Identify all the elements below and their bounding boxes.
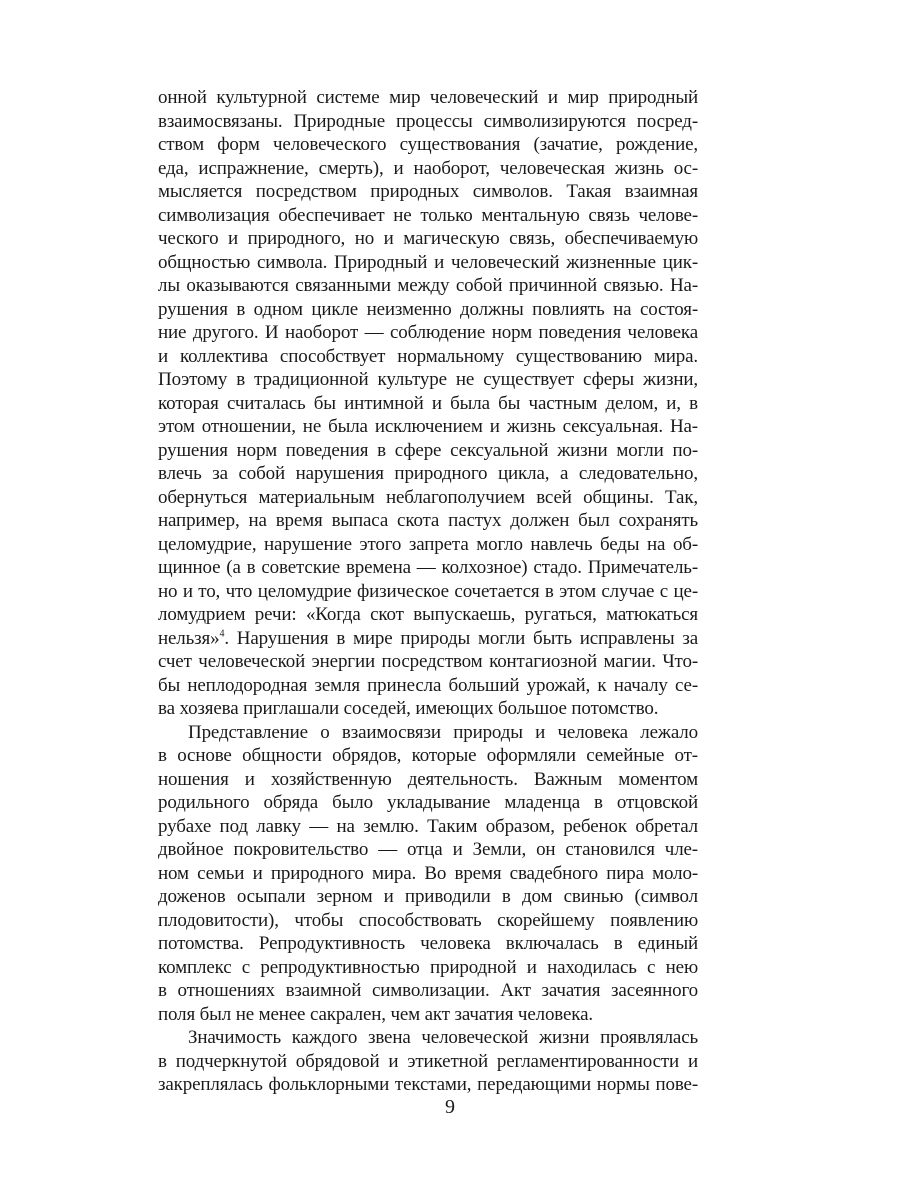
- text-line: взаимосвязаны. Природные процессы символизируются посред-: [158, 110, 698, 132]
- text-line: ношения и хозяйственную деятельность. Важным моментом: [158, 768, 698, 790]
- text-line: и коллектива способствует нормальному существованию мира.: [158, 345, 698, 367]
- text-line: бы неплодородная земля принесла больший урожай, к началу се-: [158, 674, 698, 696]
- text-line: ва хозяева приглашали соседей, имеющих большое потомство.: [158, 698, 659, 719]
- text-line: еда, испражнение, смерть), и наоборот, человеческая жизнь ос-: [158, 157, 698, 179]
- text-line: родильного обряда было укладывание младенца в отцовской: [158, 792, 698, 813]
- text-line: Поэтому в традиционной культуре не существует сферы жизни,: [158, 369, 698, 390]
- page-number: 9: [445, 1096, 455, 1118]
- paragraph-1: [158, 86, 698, 721]
- text-line: потомства. Репродуктивность человека включалась в единый: [158, 933, 698, 954]
- text-line: счет человеческой энергии посредством контагиозной магии. Что-: [158, 651, 698, 672]
- text-line: в отношениях взаимной символизации. Акт зачатия засеянного: [158, 980, 698, 1001]
- text-line: обернуться материальным неблагополучием всей общины. Так,: [158, 486, 698, 508]
- paragraph-3: [158, 1026, 698, 1097]
- footnote-lead-text: нельзя»: [158, 627, 220, 649]
- text-line: ние другого. И наоборот — соблюдение норм поведения человека: [158, 322, 698, 343]
- text-line: лы оказываются связанными между собой причинной связью. На-: [158, 275, 698, 296]
- text-line: целомудрие, нарушение этого запрета могло навлечь беды на об-: [158, 533, 698, 555]
- text-line: ном семьи и природного мира. Во время свадебного пира моло-: [158, 862, 698, 884]
- text-line: но и то, что целомудрие физическое сочетается в этом случае с це-: [158, 580, 698, 602]
- text-line-with-footnote: [158, 627, 698, 651]
- text-line: ческого и природного, но и магическую связь, обеспечиваемую: [158, 228, 698, 249]
- text-line: поля был не менее сакрален, чем акт зачатия человека.: [158, 1003, 593, 1025]
- text-line: закреплялась фольклорными текстами, передающими нормы пове-: [158, 1074, 698, 1095]
- text-line: рубахе под лавку — на землю. Таким образом, ребенок обретал: [158, 815, 698, 837]
- text-line: которая считалась бы интимной и была бы частным делом, и, в: [158, 392, 698, 414]
- text-line: Значимость каждого звена человеческой жизни проявлялась: [188, 1027, 698, 1048]
- footnote-trail-text: . Нарушения в мире природы могли быть исправлены за: [224, 627, 698, 649]
- text-line: доженов осыпали зерном и приводили в дом свинью (символ: [158, 886, 698, 907]
- text-line: в основе общности обрядов, которые оформляли семейные от-: [158, 745, 698, 766]
- paragraph-2: [158, 721, 698, 1027]
- text-line: комплекс с репродуктивностью природной и находилась с нею: [158, 956, 698, 978]
- text-line: онной культурной системе мир человеческий и мир природный: [158, 87, 698, 108]
- text-line: общностью символа. Природный и человеческий жизненные цик-: [158, 251, 698, 273]
- text-line: мысляется посредством природных символов. Такая взаимная: [158, 181, 698, 202]
- text-line: двойное покровительство — отца и Земли, он становился чле-: [158, 839, 698, 860]
- text-line: рушения в одном цикле неизменно должны повлиять на состоя-: [158, 298, 698, 320]
- text-line: ломудрием речи: «Когда скот выпускаешь, ругаться, матюкаться: [158, 604, 698, 625]
- text-line: символизация обеспечивает не только ментальную связь челове-: [158, 204, 698, 226]
- text-line: рушения норм поведения в сфере сексуальной жизни могли по-: [158, 439, 698, 461]
- text-line: этом отношении, не была исключением и жизнь сексуальная. На-: [158, 416, 698, 437]
- text-line: ством форм человеческого существования (зачатие, рождение,: [158, 134, 698, 155]
- text-line: например, на время выпаса скота пастух должен был сохранять: [158, 510, 698, 531]
- text-line: в подчеркнутой обрядовой и этикетной регламентированности и: [158, 1050, 698, 1072]
- text-line: щинное (а в советские времена — колхозное) стадо. Примечатель-: [158, 557, 698, 578]
- text-line: плодовитости), чтобы способствовать скорейшему появлению: [158, 909, 698, 931]
- text-line: Представление о взаимосвязи природы и человека лежало: [188, 721, 698, 743]
- text-line: влечь за собой нарушения природного цикла, а следовательно,: [158, 463, 698, 484]
- body-text: [158, 86, 698, 1097]
- footnote-marker: 4: [219, 628, 225, 640]
